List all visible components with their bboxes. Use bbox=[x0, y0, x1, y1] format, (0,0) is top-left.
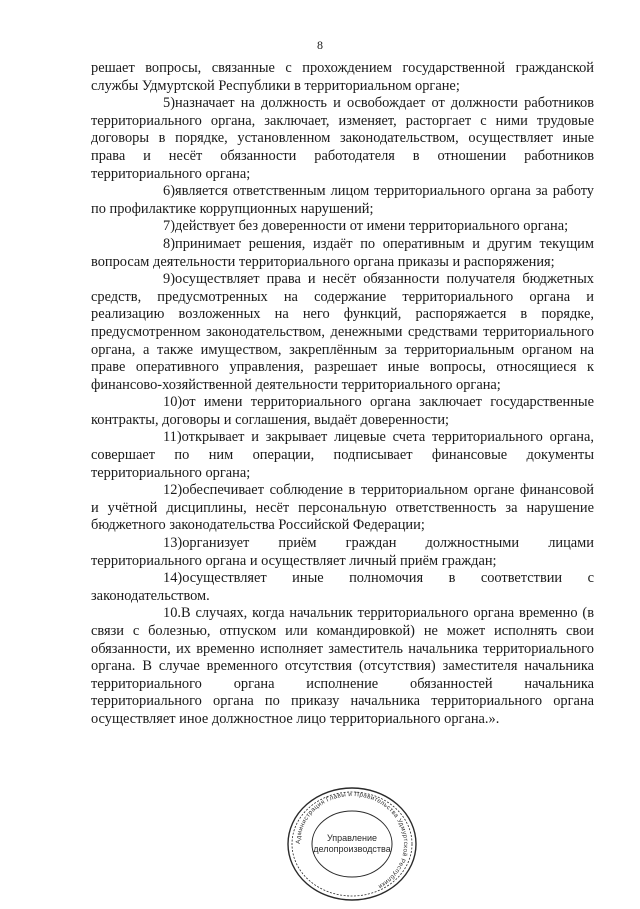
item-number: 14) bbox=[163, 570, 183, 587]
item-text: В случаях, когда начальник территориального органа временно (в связи с болезнью, отпуском или командировкой) не может исполнять свои обязанности, их временно исполняет заместитель начальника территориального органа. В случае временного отсутствия (отсутствия) заместителя начальника территориального органа исполнение обязанностей начальника территориального органа по приказу начальника территориального органа осуществляет иное должностное лицо территориального органа.». bbox=[91, 605, 594, 727]
item-text: является ответственным лицом территориального органа за работу по профилактике коррупционных нарушений; bbox=[91, 183, 594, 217]
item-number: 7) bbox=[163, 218, 175, 235]
item-number: 5) bbox=[163, 95, 175, 112]
list-item bbox=[91, 482, 594, 535]
item-text: назначает на должность и освобождает от должности работников территориального органа, заключает, изменяет, расторгает с ними трудовые договоры в порядке, установленном законодательством, осуществляет иные права и несёт обязанности работодателя в отношении работников территориального органа; bbox=[91, 95, 594, 182]
item-number: 8) bbox=[163, 235, 175, 252]
item-number: 6) bbox=[163, 183, 175, 200]
list-item bbox=[91, 605, 594, 728]
paragraph-continuation bbox=[91, 60, 594, 95]
document-body bbox=[91, 60, 594, 746]
official-stamp bbox=[282, 784, 422, 904]
list-item bbox=[91, 535, 594, 570]
item-number: 12) bbox=[163, 482, 183, 499]
list-item bbox=[91, 271, 594, 394]
item-text: от имени территориального органа заключает государственные контракты, договоры и соглашения, выдаёт доверенности; bbox=[91, 394, 594, 428]
page-number: 8 bbox=[317, 38, 323, 52]
stamp-seal-graphic bbox=[282, 784, 422, 904]
list-item bbox=[91, 394, 594, 429]
item-text: осуществляет иные полномочия в соответствии с законодательством. bbox=[91, 570, 594, 604]
item-number: 10. bbox=[163, 605, 181, 622]
list-item bbox=[91, 429, 594, 482]
item-number: 13) bbox=[163, 535, 183, 552]
stamp-center-line-1: Управление bbox=[326, 833, 378, 843]
item-number: 11) bbox=[163, 429, 182, 446]
list-item bbox=[91, 570, 594, 605]
item-text: осуществляет права и несёт обязанности получателя бюджетных средств, предусмотренных на содержание территориального органа и реализацию возложенных на него функций, распоряжается в порядке, предусмотренном законодательством, денежными средствами территориального органа, а также имуществом, закреплённым за территориальным органом на праве оперативного управления, разрешает иные вопросы, относящиеся к финансово-хозяйственной деятельности территориального органа; bbox=[91, 271, 594, 393]
item-number: 9) bbox=[163, 271, 175, 288]
stamp-ring-text: Администрация Главы и Правительства Удмуртской Республики bbox=[294, 790, 410, 891]
numbered-clause bbox=[91, 729, 594, 747]
stamp-center-line-2: делопроизводства bbox=[313, 844, 391, 854]
list-item bbox=[91, 95, 594, 183]
list-item bbox=[91, 218, 594, 236]
item-text: обеспечивает соблюдение в территориальном органе финансовой и учётной дисциплины, несёт персональную ответственность за нарушение бюджетного законодательства Российской Федерации; bbox=[91, 482, 594, 534]
item-number: 10) bbox=[163, 394, 183, 411]
item-text: организует приём граждан должностными лицами территориального органа и осуществляет личный приём граждан; bbox=[91, 535, 594, 569]
item-text: действует без доверенности от имени территориального органа; bbox=[175, 218, 569, 235]
item-text: принимает решения, издаёт по оперативным и другим текущим вопросам деятельности территориального органа приказы и распоряжения; bbox=[91, 235, 594, 270]
paragraph-text: решает вопросы, связанные с прохождением государственной гражданской службы Удмуртской Республики в территориальном органе; bbox=[91, 60, 594, 94]
list-item bbox=[91, 236, 594, 271]
list-item bbox=[91, 183, 594, 218]
item-text: открывает и закрывает лицевые счета территориального органа, совершает по ним операции, подписывает финансовые документы территориального органа; bbox=[91, 429, 594, 481]
